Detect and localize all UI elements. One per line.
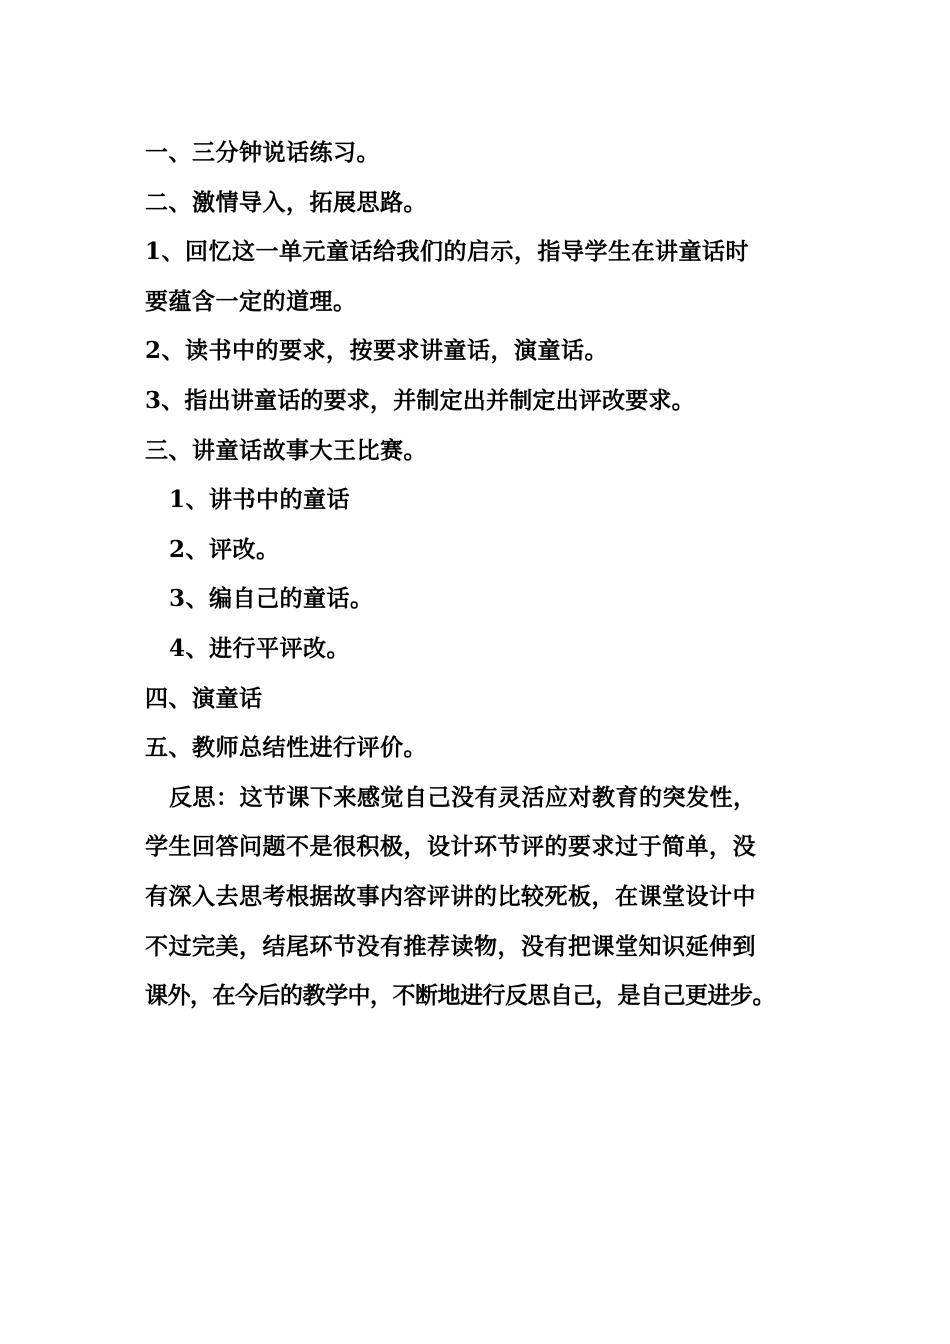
document-body: [145, 128, 825, 1021]
sub-item-4: 4、进行平评改。: [169, 634, 351, 662]
sub-item-1: 1、讲书中的童话: [169, 486, 351, 514]
heading-2: 二、激情导入，拓展思路。: [145, 188, 427, 216]
reflection-line-2: 学生回答问题不是很积极，设计环节评的要求过于简单，没: [145, 833, 756, 861]
reflection-line-3: 有深入去思考根据故事内容评讲的比较死板，在课堂设计中: [145, 882, 756, 910]
sub-item-3: 3、编自己的童话。: [169, 585, 374, 613]
step-1-line-1: 1、回忆这一单元童话给我们的启示，指导学生在讲童话时: [145, 238, 750, 266]
step-2: 2、读书中的要求，按要求讲童话，演童话。: [145, 337, 609, 365]
heading-3: 三、讲童话故事大王比赛。: [145, 436, 427, 464]
reflection-line-5: 课外，在今后的教学中，不断地进行反思自己，是自己更进步。: [145, 982, 775, 1010]
step-1-line-2: 要蕴含一定的道理。: [145, 287, 357, 315]
sub-item-2: 2、评改。: [169, 535, 280, 563]
reflection-line-4: 不过完美，结尾环节没有推荐读物，没有把课堂知识延伸到: [145, 932, 756, 960]
step-3: 3、指出讲童话的要求，并制定出并制定出评改要求。: [145, 386, 695, 414]
heading-5: 五、教师总结性进行评价。: [145, 734, 427, 762]
reflection-line-1: 反思：这节课下来感觉自己没有灵活应对教育的突发性，: [169, 783, 757, 811]
heading-4: 四、演童话: [145, 684, 263, 712]
heading-1: 一、三分钟说话练习。: [145, 139, 380, 166]
